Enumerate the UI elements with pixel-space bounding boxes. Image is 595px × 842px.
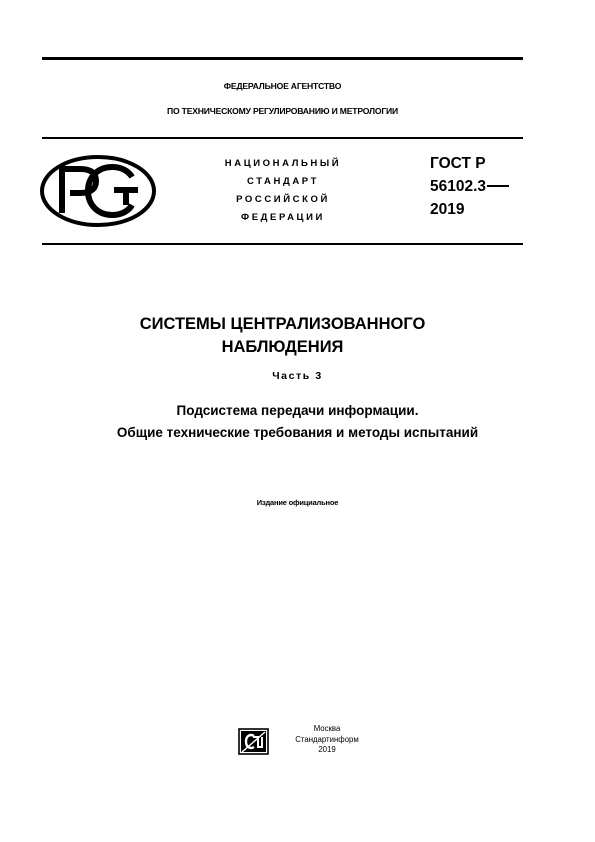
designation-number: 56102.3 [430, 178, 487, 195]
edition-label: Издание официальное [256, 498, 339, 507]
standartinform-logo-icon [238, 728, 269, 755]
natstd-line-1: НАЦИОНАЛЬНЫЙ [224, 158, 342, 169]
designation-prefix: ГОСТ Р [430, 155, 486, 172]
national-standard-label [198, 155, 368, 227]
natstd-line-4: ФЕДЕРАЦИИ [241, 212, 325, 223]
agency-line-1: ФЕДЕРАЛЬНОЕ АГЕНТСТВО [223, 81, 342, 91]
subtitle-line-2: Общие технические требования и методы испытаний [116, 425, 479, 440]
document-subtitle [30, 400, 565, 444]
title-line-1: СИСТЕМЫ ЦЕНТРАЛИЗОВАННОГО [139, 315, 426, 333]
middle-rule [42, 137, 523, 139]
publisher-block [282, 724, 372, 756]
top-rule [42, 57, 523, 60]
bottom-rule [42, 243, 523, 245]
document-title [42, 313, 523, 359]
natstd-line-3: РОССИЙСКОЙ [236, 194, 330, 205]
natstd-line-2: СТАНДАРТ [247, 176, 319, 187]
rst-certification-mark-icon [40, 155, 156, 227]
agency-line-2: ПО ТЕХНИЧЕСКОМУ РЕГУЛИРОВАНИЮ И МЕТРОЛОГИИ [167, 106, 398, 116]
publisher-name: Стандартинформ [295, 734, 359, 744]
publisher-city: Москва [313, 724, 341, 733]
designation-dash [487, 185, 509, 187]
standard-designation [430, 152, 509, 221]
part-number: Часть 3 [272, 370, 323, 382]
subtitle-line-1: Подсистема передачи информации. [176, 403, 419, 418]
designation-year: 2019 [430, 201, 465, 218]
publisher-year: 2019 [318, 745, 336, 754]
title-line-2: НАБЛЮДЕНИЯ [221, 338, 344, 356]
